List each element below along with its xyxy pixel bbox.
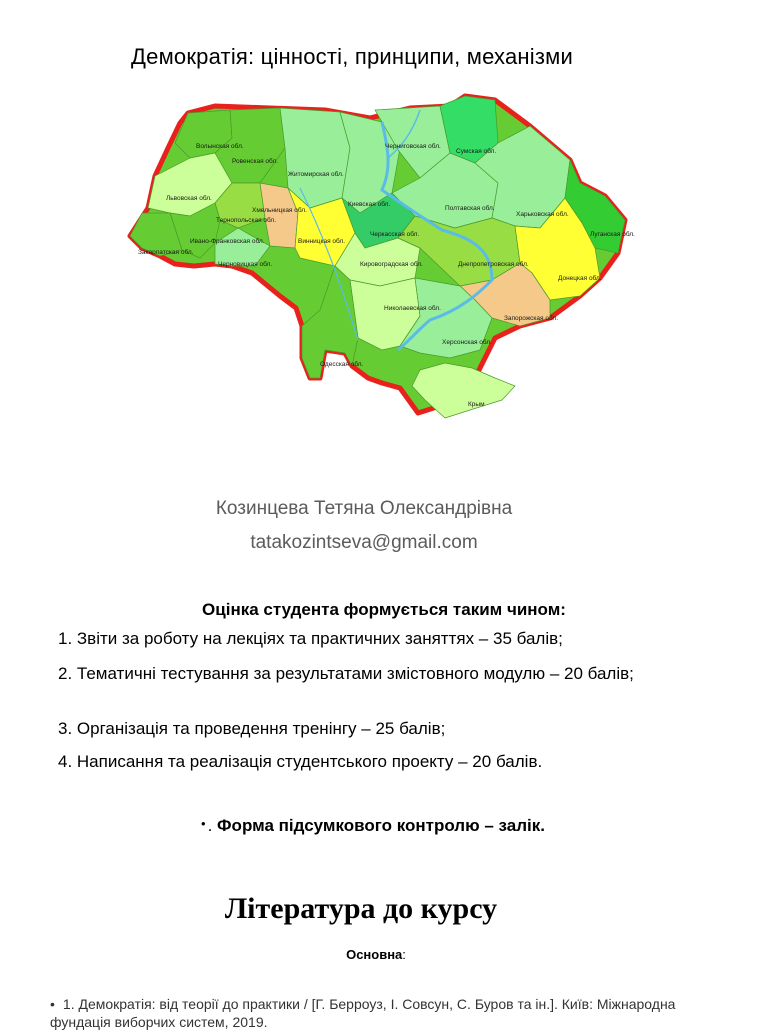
author-email[interactable]: tatakozintseva@gmail.com (250, 532, 478, 553)
map-label: Николаевская обл. (384, 305, 441, 312)
author-name: Козинцева Тетяна Олександрівна (215, 498, 513, 519)
map-label: Житомирская обл. (288, 171, 344, 178)
control-prefix: . (207, 816, 218, 835)
reference-text: 1. Демократія: від теорії до практики / [Г. Берроуз, І. Совсун, С. Буров та ін.]. Київ: Міжнародна фундація виборчих систем, 2019. (50, 996, 676, 1030)
map-label: Крым (468, 401, 485, 408)
grading-item: 2. Тематичні тестування за результатами змістовного модулю – 20 балів; (58, 664, 634, 683)
final-control (0, 816, 746, 836)
map-label: Запорожская обл. (504, 315, 559, 322)
map-label: Черновицкая обл. (218, 261, 273, 268)
map-label: Закарпатская обл. (138, 249, 194, 256)
map-label: Донецкая обл. (558, 275, 602, 282)
grading-item: 1. Звіти за роботу на лекціях та практичних заняттях – 35 балів; (58, 629, 563, 648)
map-label: Черниговская обл. (385, 143, 441, 150)
map-label: Херсонская обл. (442, 339, 492, 346)
map-label: Сумская обл. (456, 148, 497, 155)
grading-heading: Оцінка студента формується таким чином: (202, 600, 566, 619)
map-label: Волынская обл. (196, 143, 244, 150)
map-svg (120, 88, 640, 438)
map-label: Львовская обл. (166, 195, 212, 202)
basic-heading (0, 947, 752, 962)
control-text: Форма підсумкового контролю – залік. (217, 816, 545, 835)
bullet-icon: • (50, 996, 55, 1012)
ukraine-regions-map (120, 88, 640, 438)
map-label: Ивано-Франковская обл. (190, 238, 265, 245)
map-label: Тернопольская обл. (216, 217, 277, 224)
grading-item: 4. Написання та реалізація студентського проекту – 20 балів. (58, 752, 543, 771)
basic-label: Основна (346, 947, 403, 962)
map-label: Киевская обл. (348, 201, 391, 208)
reference-item (50, 995, 730, 1031)
map-label: Полтавская обл. (445, 205, 495, 212)
bullet-icon: • (201, 816, 206, 831)
map-label: Кировоградская обл. (360, 261, 423, 268)
map-label: Одесская обл. (320, 361, 364, 368)
map-label: Луганская обл. (590, 231, 635, 238)
map-label: Хмельницкая обл. (252, 207, 307, 214)
map-label: Винницкая обл. (298, 238, 346, 245)
map-label: Ровенская обл. (232, 158, 279, 165)
basic-suffix: : (402, 947, 406, 962)
grading-item: 3. Організація та проведення тренінгу – 25 балів; (58, 719, 446, 738)
map-label: Черкасская обл. (370, 231, 420, 238)
literature-title: Література до курсу (224, 892, 498, 925)
map-label: Харьковская обл. (516, 211, 569, 218)
page-title: Демократія: цінності, принципи, механізми (131, 44, 573, 69)
map-label: Днепропетровская обл. (458, 261, 529, 268)
